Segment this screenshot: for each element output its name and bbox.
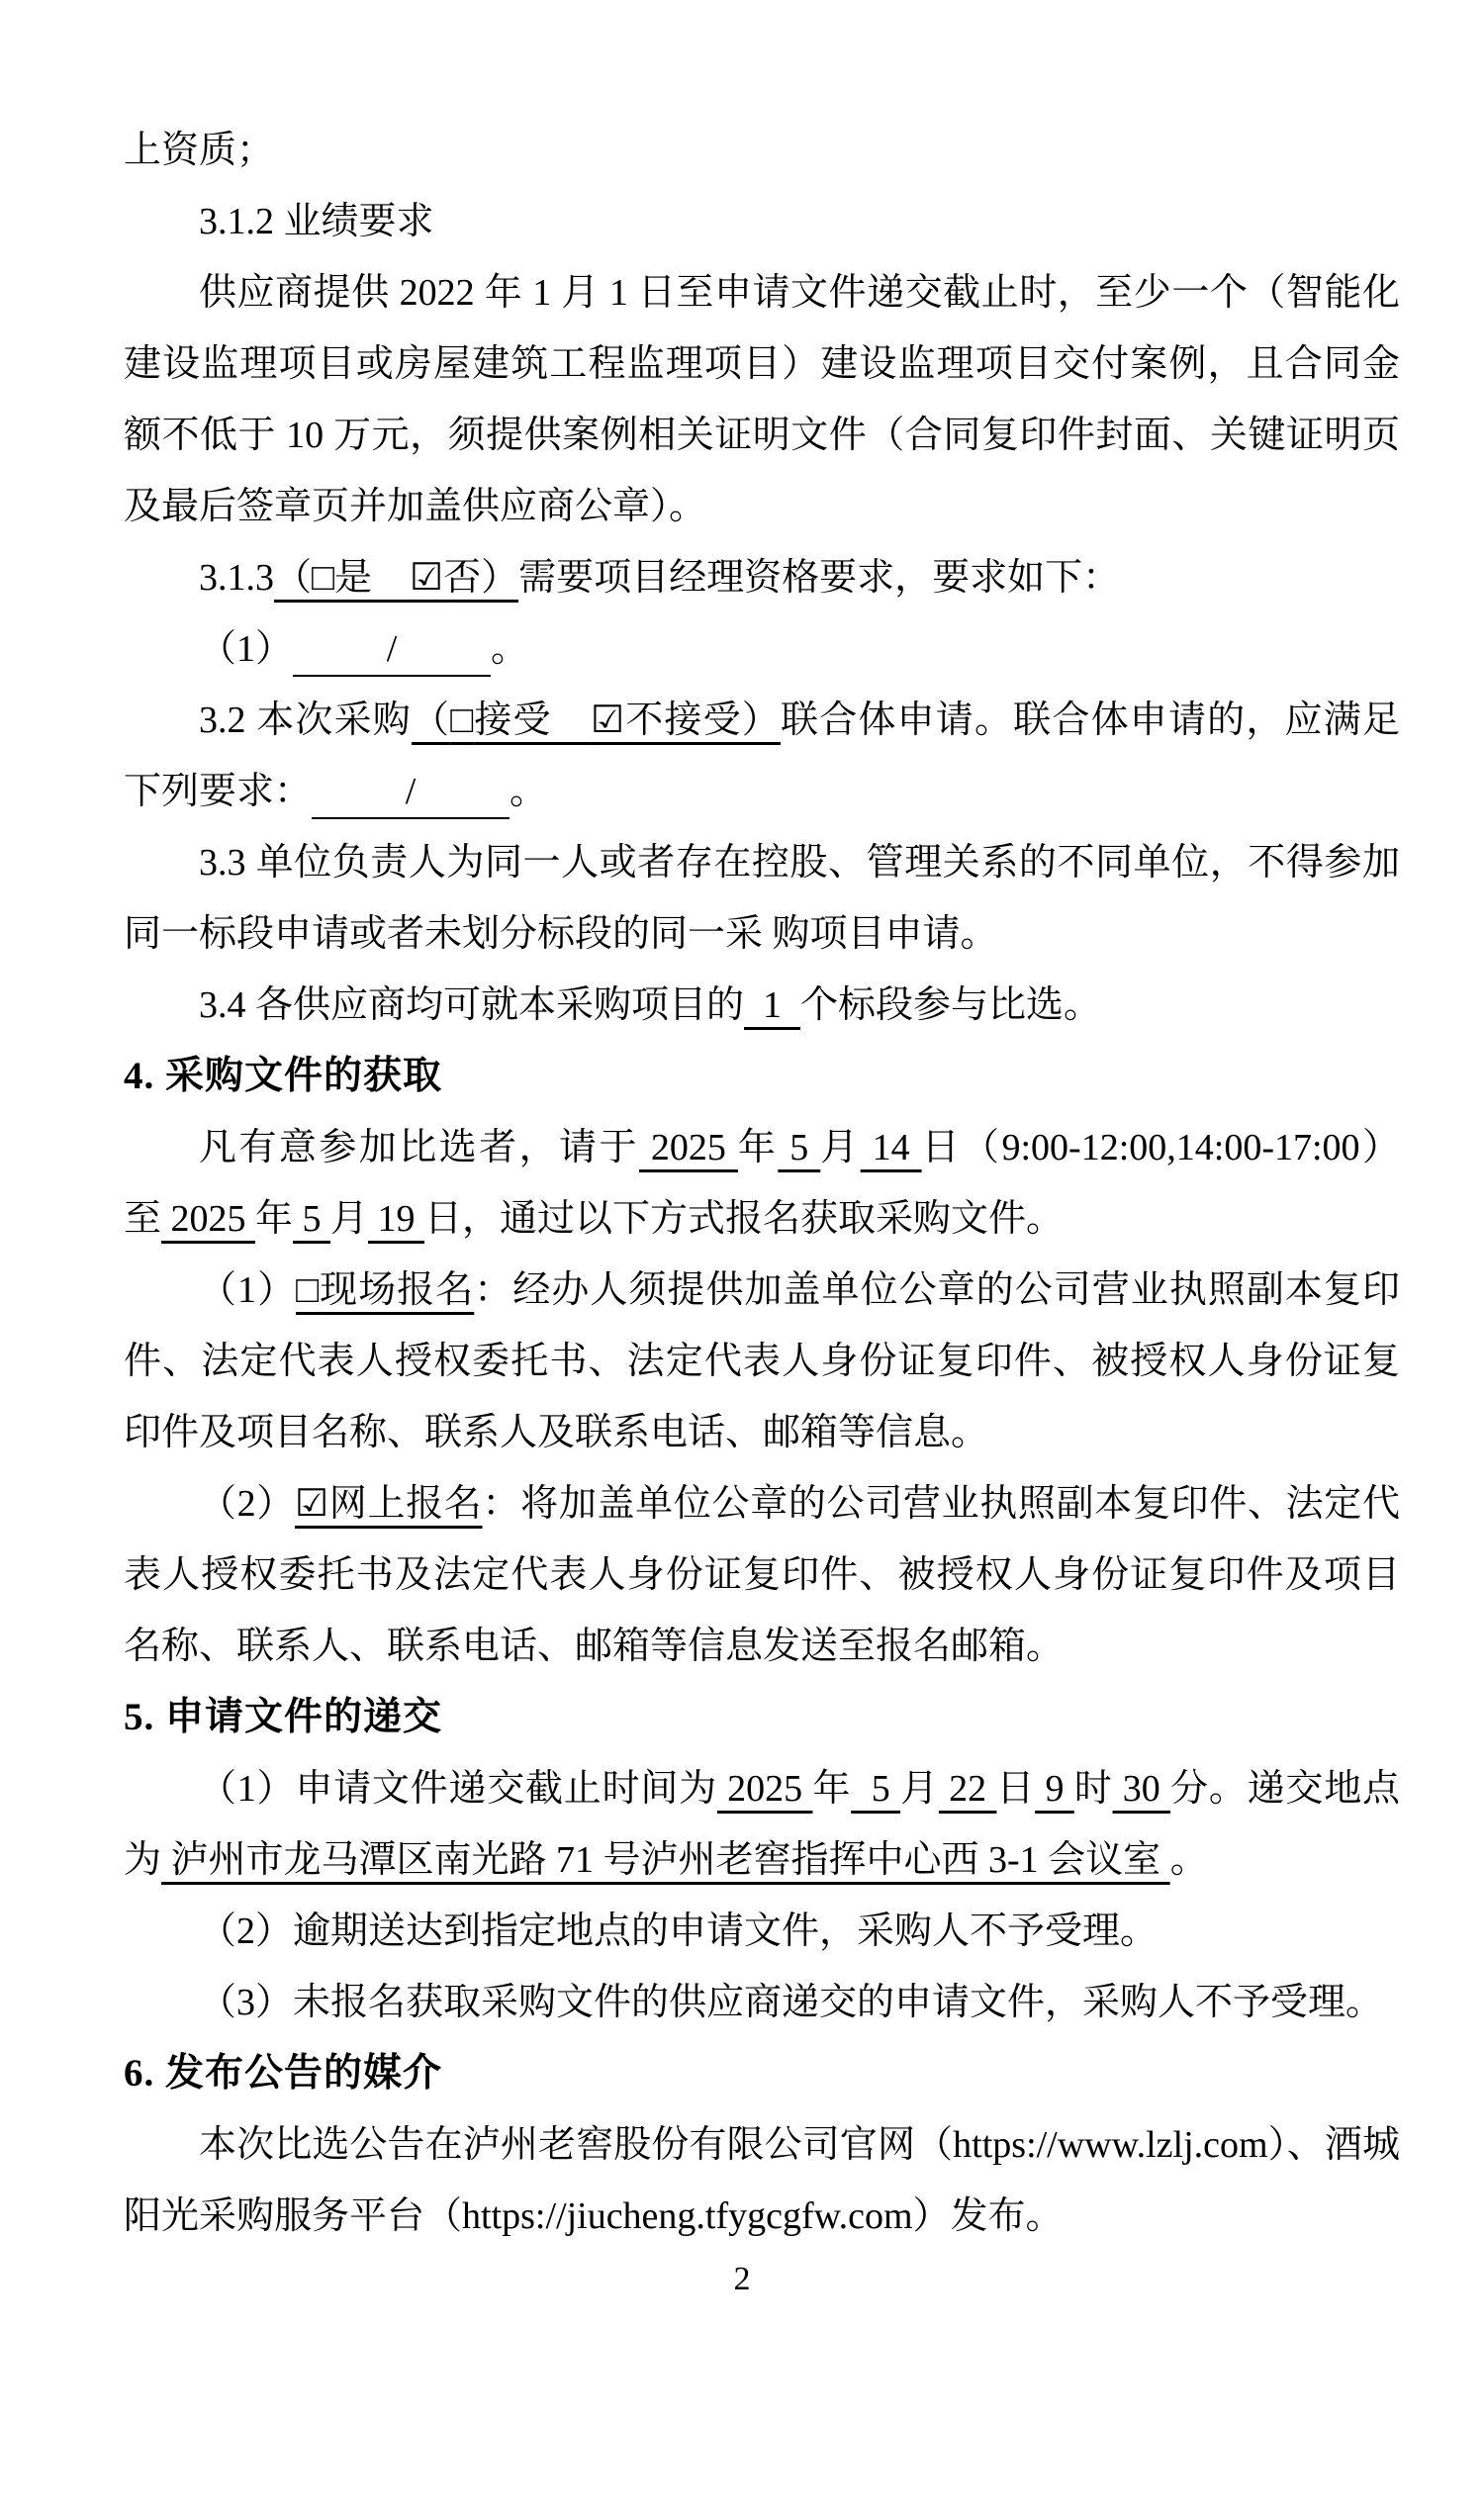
paragraph-late-submission <box>124 1896 1400 1967</box>
clause-3-1-3-item-1-blank <box>124 613 1400 685</box>
paren-open: （ <box>411 699 451 741</box>
filled-value-day: 22 <box>938 1768 997 1810</box>
filled-value-submission-address: 泸州市龙马潭区南光路 71 号泸州老窖指挥中心西 3-1 会议室 <box>161 1839 1170 1881</box>
filled-value-year: 2025 <box>161 1198 256 1240</box>
clause-text: 需要项目经理资格要求，要求如下： <box>518 557 1121 599</box>
option-yes-label: 是 <box>333 557 410 599</box>
period: 。 <box>510 771 548 812</box>
checkbox-checked-icon: ☑ <box>409 557 444 599</box>
clause-3-2-consortium <box>124 685 1400 827</box>
filled-value-lot-count: 1 <box>744 984 801 1026</box>
filled-value-day: 19 <box>368 1198 425 1240</box>
option-accept-label: 接受 <box>474 699 591 741</box>
period: 。 <box>1169 1839 1208 1881</box>
clause-3-1-3-project-manager <box>124 542 1400 613</box>
paragraph-submission-deadline <box>124 1753 1400 1896</box>
filled-value-hour: 9 <box>1035 1768 1074 1810</box>
section-heading-5-document-submission <box>124 1682 1400 1753</box>
clause-3-3-same-legal-person <box>124 827 1400 970</box>
date-unit-month: 月 <box>330 1198 369 1240</box>
item-number: （1） <box>199 1269 297 1311</box>
filled-value-day: 14 <box>860 1127 922 1168</box>
page-number: 2 <box>733 2261 751 2297</box>
heading-text: 5. 申请文件的递交 <box>124 1696 443 1738</box>
checkbox-unchecked-icon: □ <box>312 557 334 599</box>
date-unit-month: 月 <box>900 1768 939 1810</box>
paragraph-announcement-websites <box>124 2109 1400 2252</box>
paragraph-text: （1）申请文件递交截止时间为 <box>199 1768 717 1810</box>
clause-3-4-lot-count <box>124 970 1400 1041</box>
filled-value-minute: 30 <box>1112 1768 1171 1810</box>
clause-text: 3.2 本次采购 <box>199 699 412 741</box>
clause-text: 联合体申请。联合体申请的，应满足下列要求： <box>124 699 1400 812</box>
clause-text: 3.4 各供应商均可就本采购项目的 <box>199 984 745 1026</box>
period: 。 <box>491 628 529 670</box>
time-unit-hour: 时 <box>1073 1768 1113 1810</box>
paragraph-registration-period <box>124 1112 1400 1255</box>
document-body <box>124 115 1400 2252</box>
paragraph-qualification-continued <box>124 115 1400 186</box>
subheading-text: 3.1.2 业绩要求 <box>199 201 434 242</box>
option-2-online-registration <box>124 1468 1400 1682</box>
option-1-onsite-registration <box>124 1255 1400 1468</box>
option-no-label: 否） <box>443 557 519 599</box>
date-unit-month: 月 <box>820 1127 861 1168</box>
paragraph-text: 凡有意参加比选者，请于 <box>199 1127 639 1168</box>
paragraph-text: 日（9:00-12:00,14:00-17:00）至 <box>124 1127 1400 1240</box>
checkbox-checked-icon: ☑ <box>590 699 625 741</box>
subheading-3-1-2 <box>124 186 1400 257</box>
heading-text: 6. 发布公告的媒介 <box>124 2052 443 2095</box>
heading-text: 4. 采购文件的获取 <box>124 1055 443 1097</box>
checkbox-unchecked-icon: □ <box>450 699 475 741</box>
filled-value-month: 5 <box>851 1768 901 1810</box>
date-unit-year: 年 <box>812 1768 852 1810</box>
paragraph-text: （3）未报名获取采购文件的供应商递交的申请文件，采购人不予受理。 <box>199 1982 1384 2023</box>
checkbox-checked-icon: ☑ <box>295 1483 329 1525</box>
paragraph-text: （2）逾期送达到指定地点的申请文件，采购人不予受理。 <box>199 1911 1159 1952</box>
item-number: （1） <box>199 628 294 670</box>
fill-in-blank-slash: / <box>293 627 491 677</box>
option-not-accept-label: 不接受） <box>624 699 781 741</box>
paragraph-unregistered-submission <box>124 1967 1400 2038</box>
filled-value-year: 2025 <box>638 1127 738 1168</box>
date-unit-year: 年 <box>255 1198 294 1240</box>
paragraph-text: ：经办人须提供加盖单位公章的公司营业执照副本复印件、法定代表人授权委托书、法定代表人身份证复印件、被授权人身份证复印件及项目名称、联系人及联系电话、邮箱等信息。 <box>124 1269 1400 1453</box>
filled-value-year: 2025 <box>716 1768 813 1810</box>
filled-value-month: 5 <box>778 1127 821 1168</box>
option-onsite-label: 现场报名 <box>320 1269 475 1311</box>
option-online-label: 网上报名 <box>328 1483 483 1525</box>
date-unit-year: 年 <box>737 1127 779 1168</box>
paragraph-text: 本次比选公告在泸州老窖股份有限公司官网（https://www.lzlj.com）、酒城阳光采购服务平台（https://jiucheng.tfygcgfw.com）发布。 <box>124 2124 1400 2237</box>
paren-open: （ <box>274 557 313 599</box>
date-unit-day: 日 <box>996 1768 1036 1810</box>
paragraph-performance-requirement <box>124 257 1400 542</box>
clause-text: 3.3 单位负责人为同一人或者存在控股、管理关系的不同单位，不得参加同一标段申请或者未划分标段的同一采 购项目申请。 <box>124 842 1400 955</box>
clause-number: 3.1.3 <box>199 557 274 599</box>
checkbox-unchecked-icon: □ <box>296 1269 321 1311</box>
item-number: （2） <box>199 1483 296 1525</box>
paragraph-text: ：将加盖单位公章的公司营业执照副本复印件、法定代表人授权委托书及法定代表人身份证复印件、被授权人身份证复印件及项目名称、联系人、联系电话、邮箱等信息发送至报名邮箱。 <box>124 1483 1400 1667</box>
paragraph-text: 日，通过以下方式报名获取采购文件。 <box>424 1198 1065 1240</box>
paragraph-text: 供应商提供 2022 年 1 月 1 日至申请文件递交截止时，至少一个（智能化建设监理项目或房屋建筑工程监理项目）建设监理项目交付案例，且合同金额不低于 10 万元，须提供案例相关证明文件（合同复印件封面、关键证明页及最后签章页并加盖供应商公章）。 <box>124 272 1400 527</box>
fill-in-blank-slash: / <box>312 770 510 819</box>
filled-value-month: 5 <box>293 1198 331 1240</box>
paragraph-text: 分。递交地点为 <box>124 1768 1400 1881</box>
section-heading-6-announcement-media <box>124 2038 1400 2109</box>
section-heading-4-document-acquisition <box>124 1041 1400 1112</box>
clause-text: 个标段参与比选。 <box>800 984 1102 1026</box>
paragraph-text: 上资质； <box>124 130 275 171</box>
